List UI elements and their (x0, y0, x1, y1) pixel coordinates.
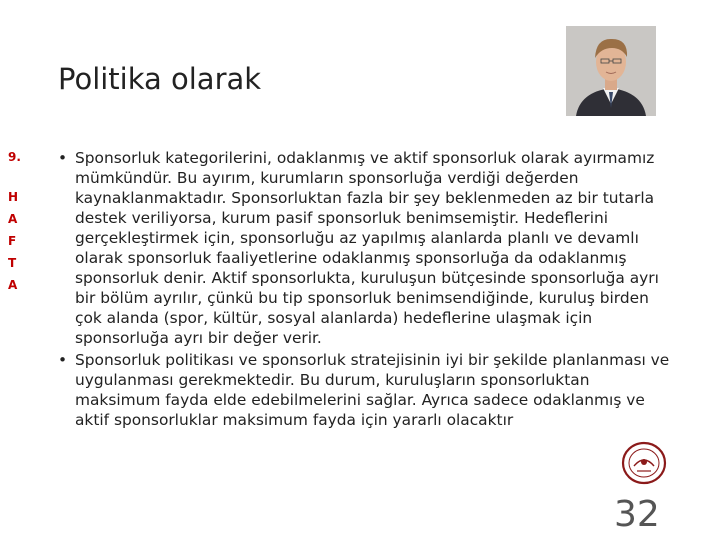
week-letter: H (8, 190, 19, 204)
week-letter: A (8, 212, 18, 226)
presenter-photo (566, 26, 656, 116)
week-letter: F (8, 234, 17, 248)
university-seal-icon (620, 440, 668, 486)
week-letter: A (8, 278, 18, 292)
week-number: 9. (8, 150, 21, 164)
bullet-list (52, 148, 674, 432)
bullet-item: • Sponsorluk kategorilerini, odaklanmış ve aktif sponsorluk olarak ayırmamız mümkündür. Bu ayırım, kurumların sponsorluğa verdiği değerden kaynaklanmaktadır. Sponsorluktan fazla bir şey beklenmeden az bir tutarla destek veriliyorsa, kurum pasif sponsorluk benimsemiştir. Hedeflerini gerçekleştirmek için, sponsorluğu az yapılmış alanlarda planlı ve devamlı olarak sponsorluk faaliyetlerine odaklanmış sponsorluğa da odaklanmış sponsorluk denir. Aktif sponsorlukta, kuruluşun bütçesinde sponsorluğa ayrı bir bölüm ayrılır, çünkü bu tip sponsorluk benimsendiğinde, kuruluş birden çok alanda (spor, kültür, sosyal alanlarda) hedeflerine ulaşmak için sponsorluğa ayrı bir değer verir. (58, 148, 674, 348)
week-letter: T (8, 256, 17, 270)
bullet-item: • Sponsorluk politikası ve sponsorluk stratejisinin iyi bir şekilde planlanması ve uygulanması gerekmektedir. Bu durum, kuruluşların sponsorluktan maksimum fayda elde edebilmelerini sağlar. Ayrıca sadece odaklanmış ve aktif sponsorluklar maksimum fayda için yararlı olacaktır (58, 350, 674, 430)
page-number: 32 (614, 494, 660, 535)
side-label (8, 150, 38, 296)
slide-title: Politika olarak (58, 62, 262, 96)
